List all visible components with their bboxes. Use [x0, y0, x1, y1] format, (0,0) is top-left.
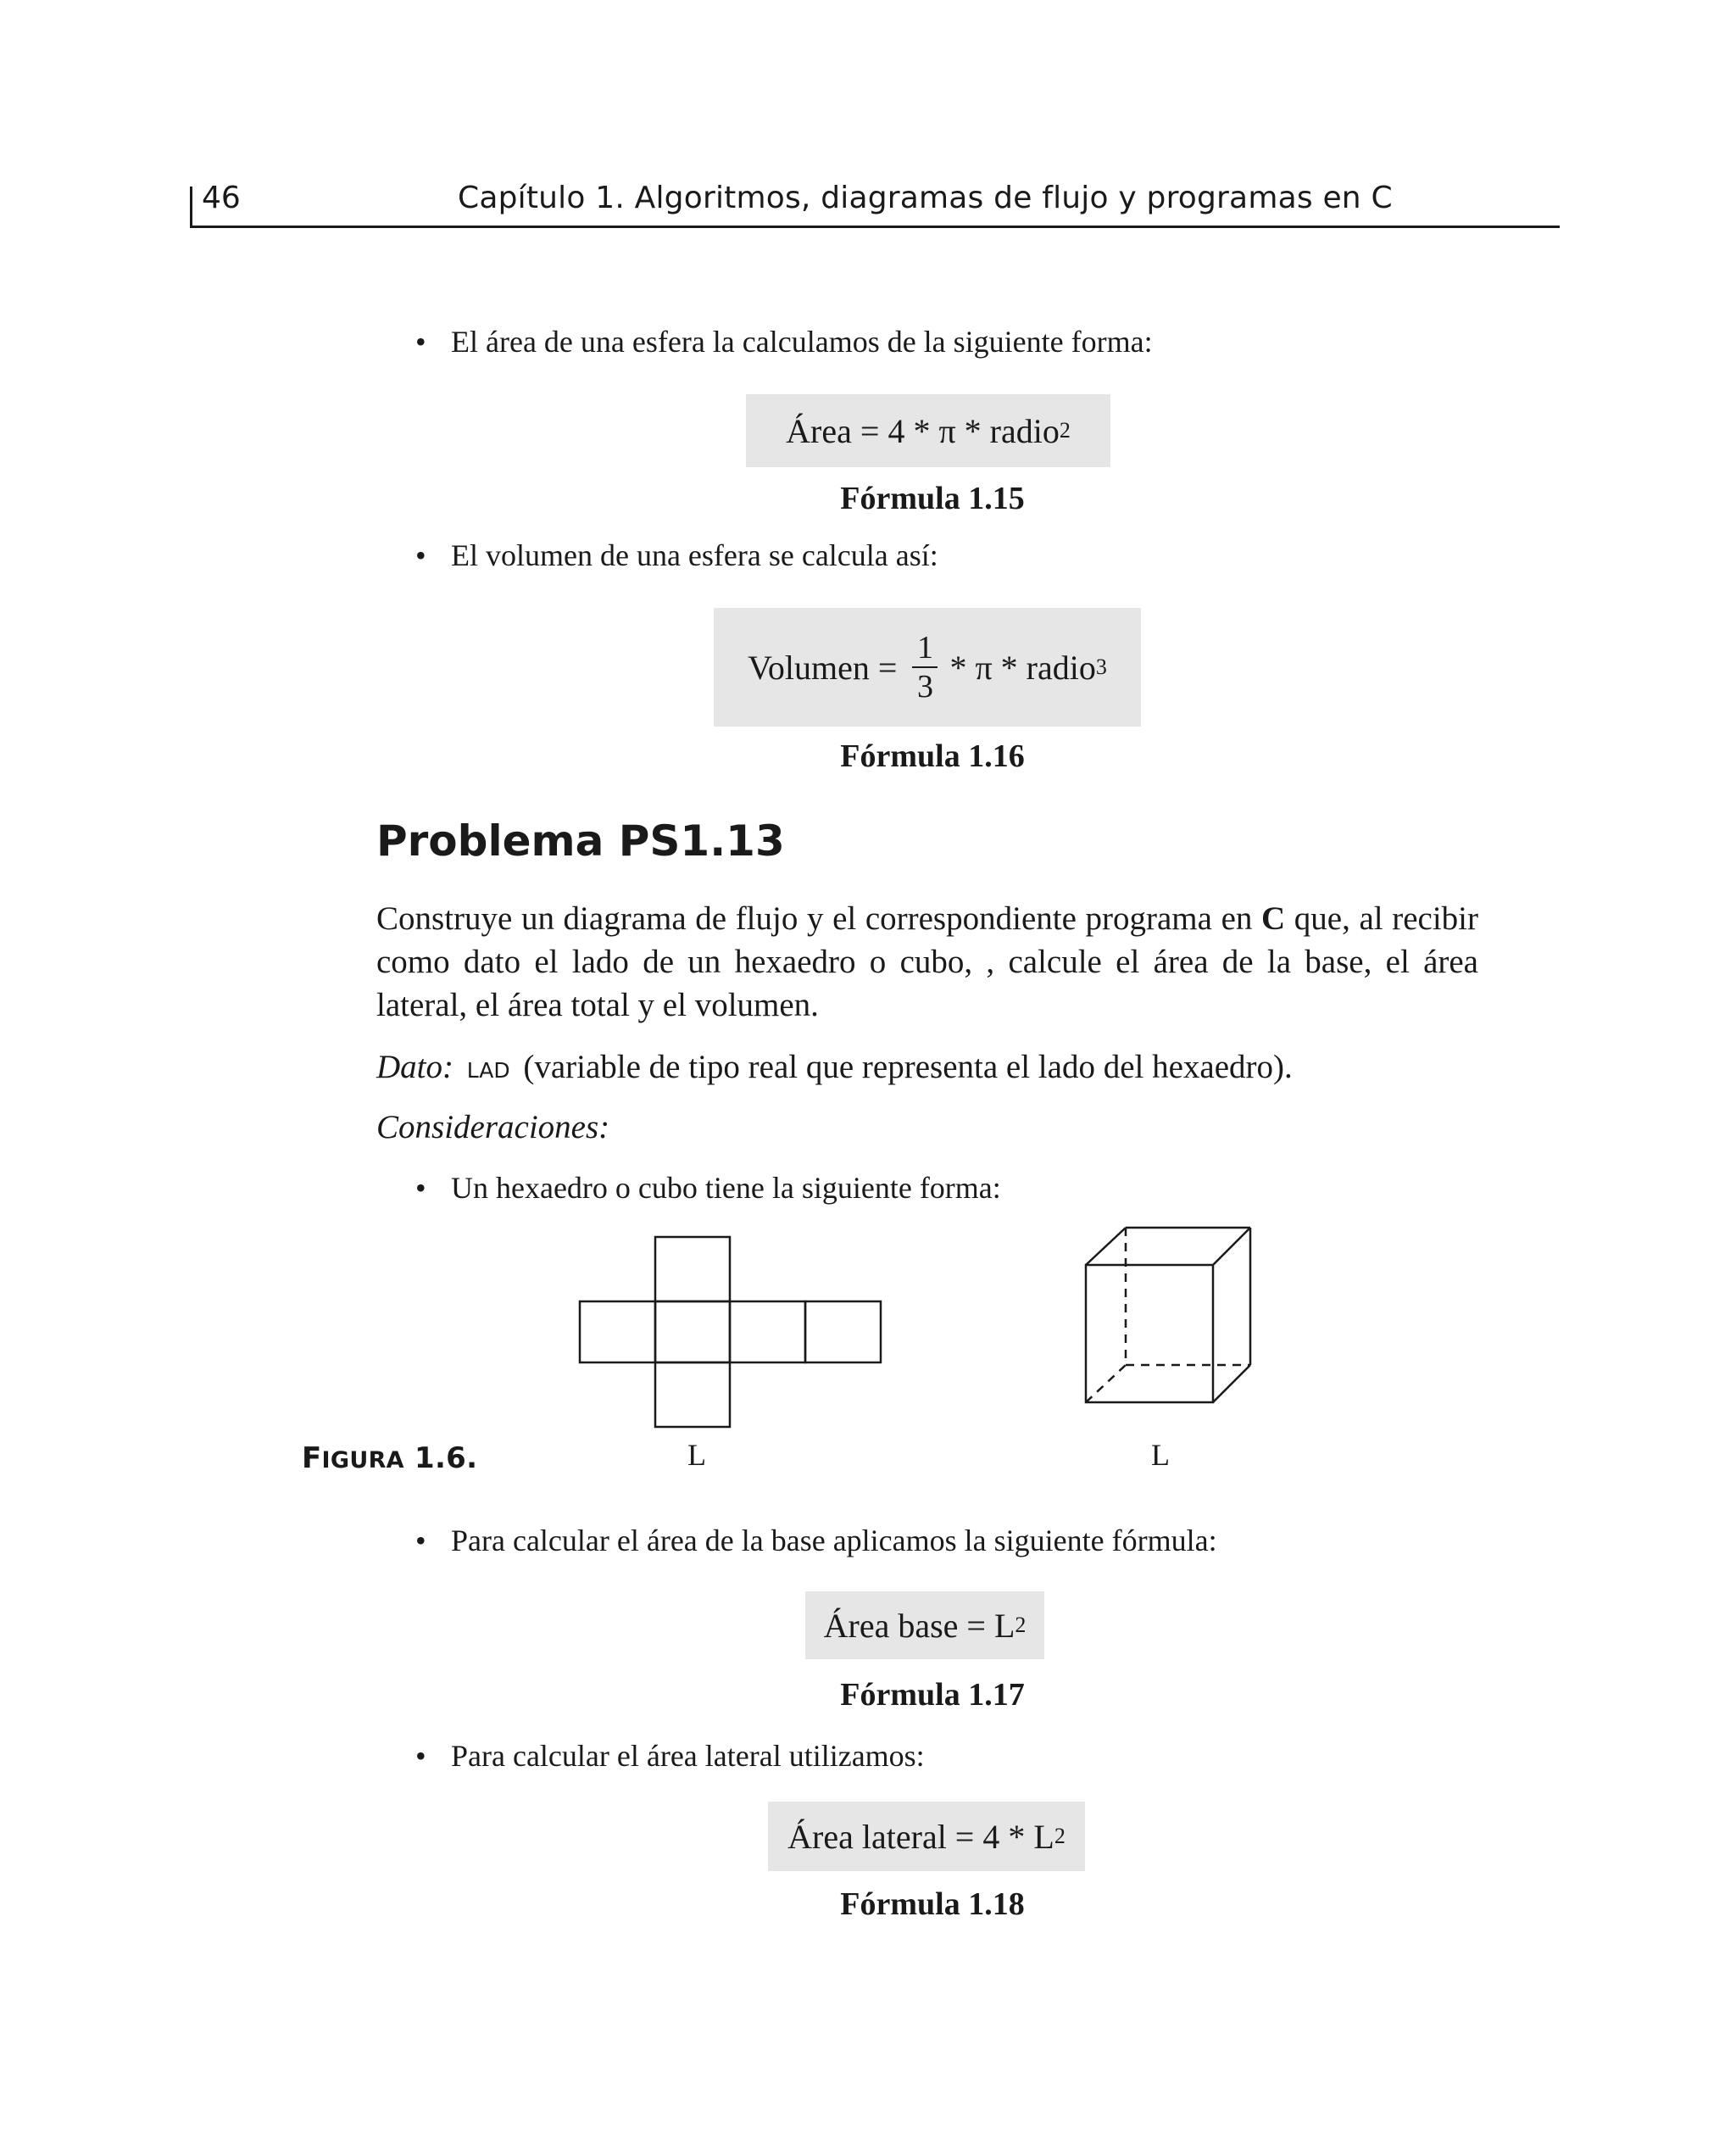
considerations-heading: Consideraciones:	[376, 1109, 610, 1145]
formula-prefix: Volumen =	[748, 648, 898, 687]
figure-label-number: 1.6.	[415, 1441, 478, 1475]
cube-edge-top-right	[1213, 1228, 1250, 1265]
header-rule-tick	[190, 187, 192, 227]
formula-1-17-caption: Fórmula 1.17	[840, 1677, 1025, 1713]
cube-3d-diagram	[1086, 1228, 1250, 1402]
header-rule	[190, 226, 1560, 228]
formula-1-17-box: Área base = L 2	[805, 1591, 1044, 1659]
formula-text: Área base = L	[823, 1606, 1015, 1645]
formula-text: Área lateral = 4 * L	[787, 1817, 1054, 1856]
bullet-sphere-volume	[415, 536, 938, 575]
bullet-dot: •	[415, 538, 426, 572]
bullet-sphere-area	[415, 322, 1153, 361]
formula-1-16-caption: Fórmula 1.16	[840, 738, 1025, 774]
formula-1-18-box: Área lateral = 4 * L 2	[768, 1802, 1085, 1871]
problem-title: Problema PS1.13	[376, 816, 785, 866]
fraction-numerator: 1	[916, 630, 933, 666]
bullet-dot: •	[415, 1171, 426, 1205]
problem-bold-c: C	[1261, 900, 1286, 937]
formula-suffix: * π * radio	[949, 648, 1096, 687]
formula-1-15-box: Área = 4 * π * radio 2	[746, 394, 1110, 467]
net-face-center	[655, 1301, 730, 1362]
chapter-title: Capítulo 1. Algoritmos, diagramas de flujo y programas en C	[458, 181, 1393, 215]
formula-1-15-caption: Fórmula 1.15	[840, 481, 1025, 516]
cube-front-face	[1086, 1265, 1213, 1402]
bullet-dot: •	[415, 1739, 426, 1773]
cube-hidden-diagonal	[1086, 1365, 1126, 1402]
bullet-dot: •	[415, 325, 426, 359]
bullet-text: El área de una esfera la calculamos de la siguiente forma:	[451, 325, 1153, 359]
formula-1-16-box: Volumen = $\frac{1}{3}$ * π * radio 3	[714, 608, 1141, 727]
problem-text-start: Construye un diagrama de flujo y el correspondiente programa en	[376, 900, 1261, 937]
cube-edge-top-left	[1086, 1228, 1126, 1265]
cube-net-diagram	[580, 1237, 881, 1427]
bullet-text: Un hexaedro o cubo tiene la siguiente forma:	[451, 1171, 1001, 1205]
cube-edge-bottom-right	[1213, 1365, 1250, 1402]
data-line	[376, 1046, 1293, 1092]
cube-hidden-edges	[1086, 1228, 1250, 1402]
fraction-denominator: 3	[916, 669, 933, 705]
fraction	[912, 629, 938, 705]
problem-text-end: que, al recibir como dato el lado de un hexaedro o cubo, , calcule el área de la base, el área lateral, el área total y el volumen.	[376, 900, 1478, 1023]
bullet-text: Para calcular el área de la base aplicamos la siguiente fórmula:	[451, 1524, 1217, 1557]
figure-label-initial: F	[302, 1441, 322, 1475]
net-face-far-right	[805, 1301, 881, 1362]
page-number: 46	[202, 181, 241, 215]
data-variable: LAD	[466, 1058, 510, 1083]
net-face-right	[730, 1301, 805, 1362]
bullet-text: Para calcular el área lateral utilizamos:	[451, 1739, 925, 1773]
data-description: (variable de tipo real que representa el lado del hexaedro).	[523, 1049, 1293, 1085]
net-face-top	[655, 1237, 730, 1301]
cube-side-label: L	[1151, 1438, 1170, 1472]
bullet-text: El volumen de una esfera se calcula así:	[451, 538, 938, 572]
net-side-label: L	[687, 1438, 706, 1472]
bullet-lateral-area	[415, 1736, 925, 1775]
figure-label-smallcaps: IGURA	[321, 1447, 404, 1474]
bullet-hexahedron	[415, 1168, 1001, 1207]
problem-statement	[376, 897, 1478, 1027]
formula-1-18-caption: Fórmula 1.18	[840, 1886, 1025, 1922]
data-label: Dato:	[376, 1049, 453, 1085]
bullet-base-area	[415, 1521, 1217, 1560]
net-face-left	[580, 1301, 655, 1362]
figure-label	[302, 1440, 477, 1479]
formula-text: Área = 4 * π * radio	[786, 411, 1060, 450]
net-face-bottom	[655, 1362, 730, 1427]
bullet-dot: •	[415, 1524, 426, 1557]
